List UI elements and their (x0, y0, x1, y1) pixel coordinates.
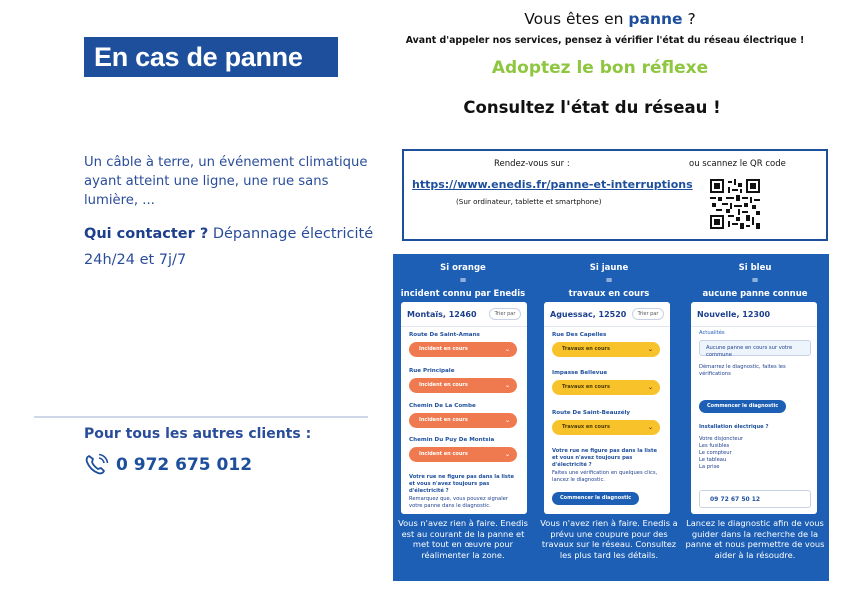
column-orange-foot: Vous n'avez rien à faire. Enedis est au courant de la panne et met tout en œuvre pour réalimenter la zone. (398, 518, 528, 560)
news-link[interactable]: Actualités (699, 330, 725, 336)
tip-item: Votre disjoncteur (699, 436, 744, 442)
phone-icon (84, 453, 110, 477)
missing-street-note: Votre rue ne figure pas dans la liste et vous n'avez toujours pas d'électricité ? (409, 474, 515, 494)
phone-box[interactable] (699, 490, 811, 508)
column-head-title: Si bleu (738, 263, 772, 273)
column-head-title: Si jaune (589, 263, 629, 273)
card-city: Aguessac, 12520 (550, 310, 627, 319)
diagnostic-note: Remarquez que, vous pouvez signaler votre panne dans le diagnostic. (409, 496, 508, 509)
contact-block (84, 221, 404, 273)
works-label: Travaux en cours (562, 346, 610, 352)
phone-number: 0 972 675 012 (116, 455, 253, 475)
scan-label: ou scannez le QR code (689, 159, 786, 169)
contact-question: Qui contacter ? (84, 226, 209, 242)
column-head-title: Si orange (440, 263, 486, 273)
chevron-down-icon: ⌄ (504, 346, 510, 353)
tip-item: Le compteur (699, 450, 732, 456)
devices-note: (Sur ordinateur, tablette et smartphone) (456, 197, 602, 206)
chevron-down-icon: ⌄ (647, 346, 653, 353)
tip-item: La prise (699, 464, 720, 470)
column-head-meaning: travaux en cours (568, 289, 650, 299)
diagnostic-note: Faites une vérification en quelques clics, lancez le diagnostic. (552, 470, 658, 483)
info-bar[interactable] (699, 340, 811, 356)
card-blue (691, 302, 817, 514)
chevron-down-icon: ⌄ (504, 382, 510, 389)
street-label: Rue Des Capelles (552, 332, 607, 338)
column-head-equals: = (605, 276, 613, 286)
header-question-accent: panne (628, 10, 683, 28)
tips-title: Installation électrique ? (699, 424, 769, 430)
works-label: Travaux en cours (562, 384, 610, 390)
start-diagnostic-button[interactable]: Commencer le diagnostic (552, 492, 639, 505)
sort-button[interactable]: Trier par (632, 308, 664, 320)
header-advice: Avant d'appeler nos services, pensez à vérifier l'état du réseau électrique ! (405, 35, 805, 46)
header-reflex: Adoptez le bon réflexe (491, 58, 709, 78)
start-diagnostic-button[interactable]: Commencer le diagnostic (699, 400, 786, 413)
qr-code-icon[interactable] (710, 179, 760, 229)
header-consult: Consultez l'état du réseau ! (463, 98, 721, 117)
column-blue-head (685, 262, 825, 301)
divider (34, 416, 368, 418)
column-blue-foot: Lancez le diagnostic afin de vous guider dans la recherche de la panne et nous permettre de vous aider à la résoudre. (685, 518, 825, 560)
status-panel (393, 254, 829, 581)
street-label: Route De Saint-Beauzély (552, 410, 631, 416)
column-head-equals: = (751, 276, 759, 286)
card-city: Montaïs, 12460 (407, 310, 477, 319)
card-separator (691, 326, 817, 327)
contact-details: Dépannage électricité 24h/24 et 7j/7 (84, 226, 374, 268)
column-head-meaning: aucune panne connue (702, 289, 808, 299)
incident-bar[interactable] (409, 413, 517, 428)
card-separator (401, 326, 527, 327)
phone-box-number: 09 72 67 50 12 (710, 496, 761, 503)
street-label: Chemin De La Combe (409, 403, 476, 409)
street-label: Rue Principale (409, 368, 455, 374)
incident-label: Incident en cours (419, 382, 468, 388)
missing-street-note: Votre rue ne figure pas dans la liste et vous n'avez toujours pas d'électricité ? (552, 448, 658, 468)
page-title: En cas de panne (84, 37, 338, 77)
incident-bar[interactable] (409, 447, 517, 462)
header-question (400, 10, 820, 28)
street-label: Impasse Bellevue (552, 370, 608, 376)
info-bar-label: Aucune panne en cours sur votre commune (706, 345, 793, 358)
street-label: Chemin Du Puy De Montsia (409, 437, 495, 443)
chevron-down-icon: ⌄ (647, 424, 653, 431)
works-label: Travaux en cours (562, 424, 610, 430)
enedis-link[interactable]: https://www.enedis.fr/panne-et-interruptions (412, 178, 693, 191)
qr-box (402, 149, 828, 241)
tip-item: Le tableau (699, 457, 727, 463)
chevron-down-icon: ⌄ (647, 384, 653, 391)
incident-label: Incident en cours (419, 451, 468, 457)
chevron-down-icon: ⌄ (504, 451, 510, 458)
column-orange-head (393, 262, 533, 301)
column-yellow-foot: Vous n'avez rien à faire. Enedis a prévu une coupure pour des travaux sur le réseau. Consultez les plus tard les détails. (540, 518, 678, 560)
incident-bar[interactable] (409, 342, 517, 357)
phone-contact[interactable] (84, 452, 252, 478)
card-orange (401, 302, 527, 514)
header-question-prefix: Vous êtes en (524, 10, 629, 28)
header-question-suffix: ? (682, 10, 696, 28)
column-yellow-head (539, 262, 679, 301)
incident-bar[interactable] (409, 378, 517, 393)
card-yellow (544, 302, 670, 514)
works-bar[interactable] (552, 380, 660, 395)
diagnostic-note: Démarrez le diagnostic, faites les vérifications (699, 364, 786, 377)
works-bar[interactable] (552, 420, 660, 435)
sort-button[interactable]: Trier par (489, 308, 521, 320)
chevron-down-icon: ⌄ (504, 417, 510, 424)
other-clients-label: Pour tous les autres clients : (84, 426, 312, 442)
column-head-meaning: incident connu par Enedis (400, 289, 526, 299)
incident-label: Incident en cours (419, 346, 468, 352)
intro-text: Un câble à terre, un événement climatique ayant atteint une ligne, une rue sans lumière, ... (84, 155, 368, 208)
card-separator (544, 326, 670, 327)
tip-item: Les fusibles (699, 443, 730, 449)
street-label: Route De Saint-Amans (409, 332, 480, 338)
rendez-vous-label: Rendez-vous sur : (494, 159, 570, 169)
card-city: Nouvelle, 12300 (697, 310, 771, 319)
incident-label: Incident en cours (419, 417, 468, 423)
column-head-equals: = (459, 276, 467, 286)
works-bar[interactable] (552, 342, 660, 357)
